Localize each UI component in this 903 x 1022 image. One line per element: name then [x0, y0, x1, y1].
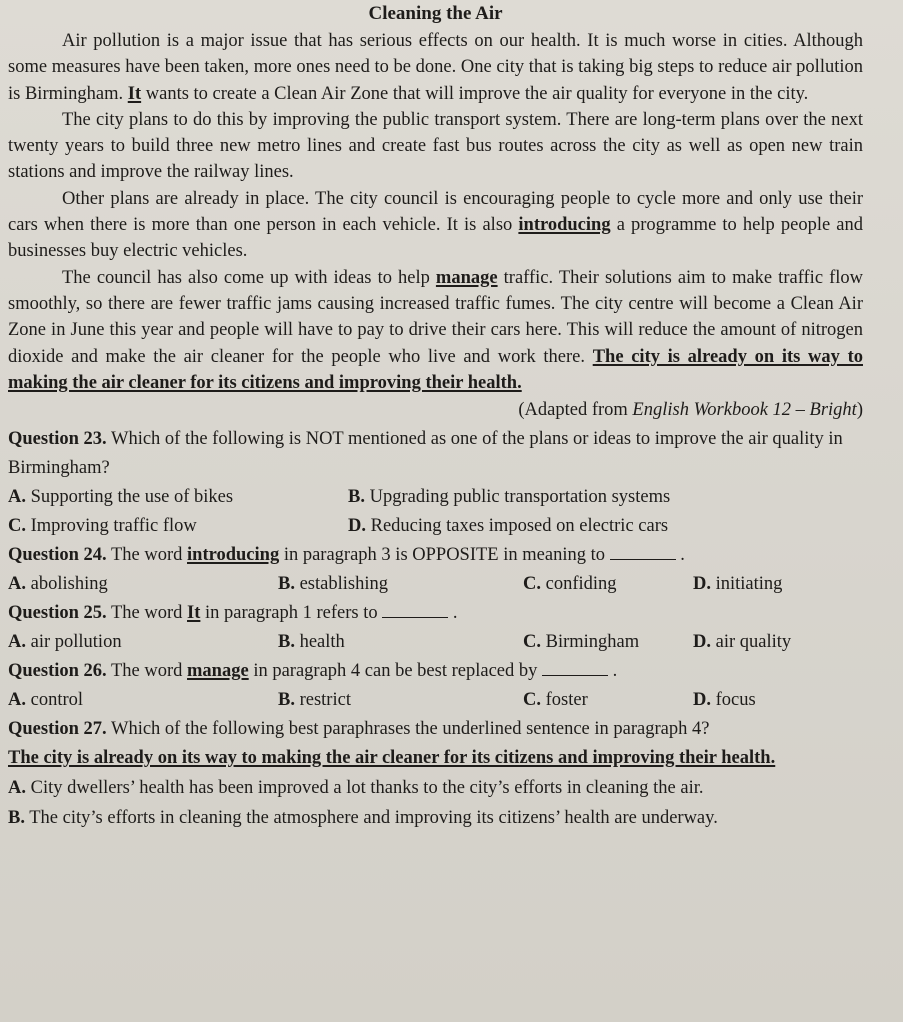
q26-option-a-text: control	[26, 690, 84, 711]
q26-option-d[interactable]	[693, 686, 863, 715]
question-27-quoted-sentence: The city is already on its way to making the air cleaner for its citizens and improving their health.	[8, 748, 776, 769]
q25-option-c[interactable]	[523, 628, 693, 657]
q24-option-c-letter: C.	[523, 574, 541, 595]
q24-option-a-letter: A.	[8, 574, 26, 595]
q24-option-c[interactable]	[523, 570, 693, 599]
question-25-text-b: in paragraph 1 refers to	[200, 603, 383, 624]
q23-option-a[interactable]	[8, 483, 348, 512]
paragraph-1-text-a: Air pollution is a major issue that has serious effects on our health. It is much worse in cities. Although some measures have been taken, more ones need to be done. One city that is taking big steps to reduce air pollution is Birmingham.	[8, 31, 863, 104]
q26-option-d-letter: D.	[693, 690, 711, 711]
answer-blank[interactable]	[542, 661, 608, 676]
q26-option-b[interactable]	[278, 686, 523, 715]
source-suffix: )	[856, 400, 863, 421]
q23-option-b-letter: B.	[348, 487, 365, 508]
q25-option-a-text: air pollution	[26, 632, 122, 653]
question-25-end: .	[448, 603, 458, 624]
question-24-options	[8, 570, 863, 599]
question-25	[8, 599, 863, 628]
q25-option-d-letter: D.	[693, 632, 711, 653]
question-27	[8, 715, 863, 744]
underlined-sentence: The city is already on its way to making the air cleaner for its citizens and improving their health.	[8, 346, 863, 393]
q24-option-d[interactable]	[693, 570, 863, 599]
question-25-options	[8, 628, 863, 657]
q26-option-c[interactable]	[523, 686, 693, 715]
paragraph-4-text-a: The council has also come up with ideas to help	[62, 267, 436, 288]
question-23-label: Question 23.	[8, 429, 107, 450]
question-25-text-a: The word	[106, 603, 188, 624]
q25-option-b-text: health	[294, 632, 345, 653]
q24-option-d-letter: D.	[693, 574, 711, 595]
question-24-label: Question 24.	[8, 545, 107, 566]
source-citation	[8, 397, 863, 423]
question-24-word: introducing	[187, 545, 280, 566]
question-26-word: manage	[187, 661, 249, 682]
paragraph-3-text-b: a programme to help people and businesses buy electric vehicles.	[8, 215, 863, 262]
question-26-options	[8, 686, 863, 715]
q27-option-a-letter: A.	[8, 778, 26, 799]
q25-option-c-text: Birmingham	[541, 632, 640, 653]
q23-option-c-letter: C.	[8, 516, 26, 537]
q26-option-a-letter: A.	[8, 690, 26, 711]
question-23-options	[8, 483, 863, 541]
q23-option-a-letter: A.	[8, 487, 26, 508]
q24-option-b-letter: B.	[278, 574, 295, 595]
paragraph-2: The city plans to do this by improving the public transport system. There are long-term plans over the next twenty years to build three new metro lines and create fast bus routes across the city as well as open new train stations and improve the railway lines.	[8, 109, 863, 183]
question-25-label: Question 25.	[8, 603, 107, 624]
q27-option-b-letter: B.	[8, 808, 25, 829]
question-27-text: Which of the following best paraphrases the underlined sentence in paragraph 4?	[106, 719, 710, 740]
question-24	[8, 541, 863, 570]
q23-option-b[interactable]	[348, 483, 863, 512]
question-26-label: Question 26.	[8, 661, 107, 682]
q26-option-b-text: restrict	[294, 690, 351, 711]
paragraph-3	[8, 186, 863, 265]
answer-blank[interactable]	[382, 603, 448, 618]
q25-option-d[interactable]	[693, 628, 863, 657]
question-26-text-a: The word	[106, 661, 188, 682]
answer-blank[interactable]	[610, 545, 676, 560]
q25-option-a-letter: A.	[8, 632, 26, 653]
q23-option-c-text: Improving traffic flow	[26, 516, 197, 537]
q24-option-b[interactable]	[278, 570, 523, 599]
q24-option-a[interactable]	[8, 570, 278, 599]
q25-option-d-text: air quality	[711, 632, 792, 653]
q23-option-d-letter: D.	[348, 516, 366, 537]
q25-option-b[interactable]	[278, 628, 523, 657]
paragraph-1-text-b: wants to create a Clean Air Zone that will improve the air quality for everyone in the city.	[141, 83, 809, 104]
question-24-text-a: The word	[106, 545, 188, 566]
q24-option-d-text: initiating	[711, 574, 783, 595]
paragraph-1	[8, 28, 863, 107]
source-book: English Workbook 12 – Bright	[632, 400, 857, 421]
paragraph-4-text-b: traffic. Their solutions aim to make traffic flow smoothly, so there are fewer traffic jams causing increased traffic fumes. The city centre will become a Clean Air Zone in June this year and people will have to pay to drive their cars here. This will reduce the amount of nitrogen dioxide and make the air cleaner for the people who live and work there.	[8, 267, 863, 367]
underlined-word-introducing: introducing	[518, 215, 611, 236]
q26-option-a[interactable]	[8, 686, 278, 715]
q25-option-b-letter: B.	[278, 632, 295, 653]
underlined-word-it: It	[127, 83, 142, 104]
q26-option-c-text: foster	[541, 690, 588, 711]
q27-option-a-text: City dwellers’ health has been improved a lot thanks to the city’s efforts in cleaning the air.	[26, 778, 704, 799]
q24-option-b-text: establishing	[294, 574, 388, 595]
question-23	[8, 425, 863, 483]
q23-option-b-text: Upgrading public transportation systems	[364, 487, 671, 508]
q25-option-c-letter: C.	[523, 632, 541, 653]
q26-option-b-letter: B.	[278, 690, 295, 711]
question-26-end: .	[608, 661, 618, 682]
question-27-label: Question 27.	[8, 719, 107, 740]
question-23-text: Which of the following is NOT mentioned as one of the plans or ideas to improve the air quality in Birmingham?	[8, 429, 843, 479]
q23-option-d-text: Reducing taxes imposed on electric cars	[366, 516, 669, 537]
q23-option-a-text: Supporting the use of bikes	[26, 487, 234, 508]
question-26-text-b: in paragraph 4 can be best replaced by	[248, 661, 542, 682]
q26-option-c-letter: C.	[523, 690, 541, 711]
question-24-end: .	[675, 545, 685, 566]
q25-option-a[interactable]	[8, 628, 278, 657]
paragraph-4	[8, 265, 863, 396]
question-24-text-b: in paragraph 3 is OPPOSITE in meaning to	[279, 545, 610, 566]
q23-option-d[interactable]	[348, 512, 863, 541]
q27-option-b-text: The city’s efforts in cleaning the atmosphere and improving its citizens’ health are underway.	[24, 808, 718, 829]
reading-title: Cleaning the Air	[368, 3, 503, 24]
question-26	[8, 657, 863, 686]
q24-option-c-text: confiding	[541, 574, 617, 595]
q23-option-c[interactable]	[8, 512, 348, 541]
q27-option-a[interactable]	[8, 773, 863, 803]
q26-option-d-text: focus	[711, 690, 756, 711]
underlined-word-manage: manage	[435, 267, 498, 288]
paragraph-3-text-a: Other plans are already in place. The city council is encouraging people to cycle more and only use their cars when there is more than one person in each vehicle. It is also	[8, 188, 863, 236]
q27-option-b[interactable]	[8, 803, 863, 833]
q24-option-a-text: abolishing	[26, 574, 108, 595]
question-25-word: It	[187, 603, 201, 624]
source-prefix: (Adapted from	[518, 400, 633, 421]
